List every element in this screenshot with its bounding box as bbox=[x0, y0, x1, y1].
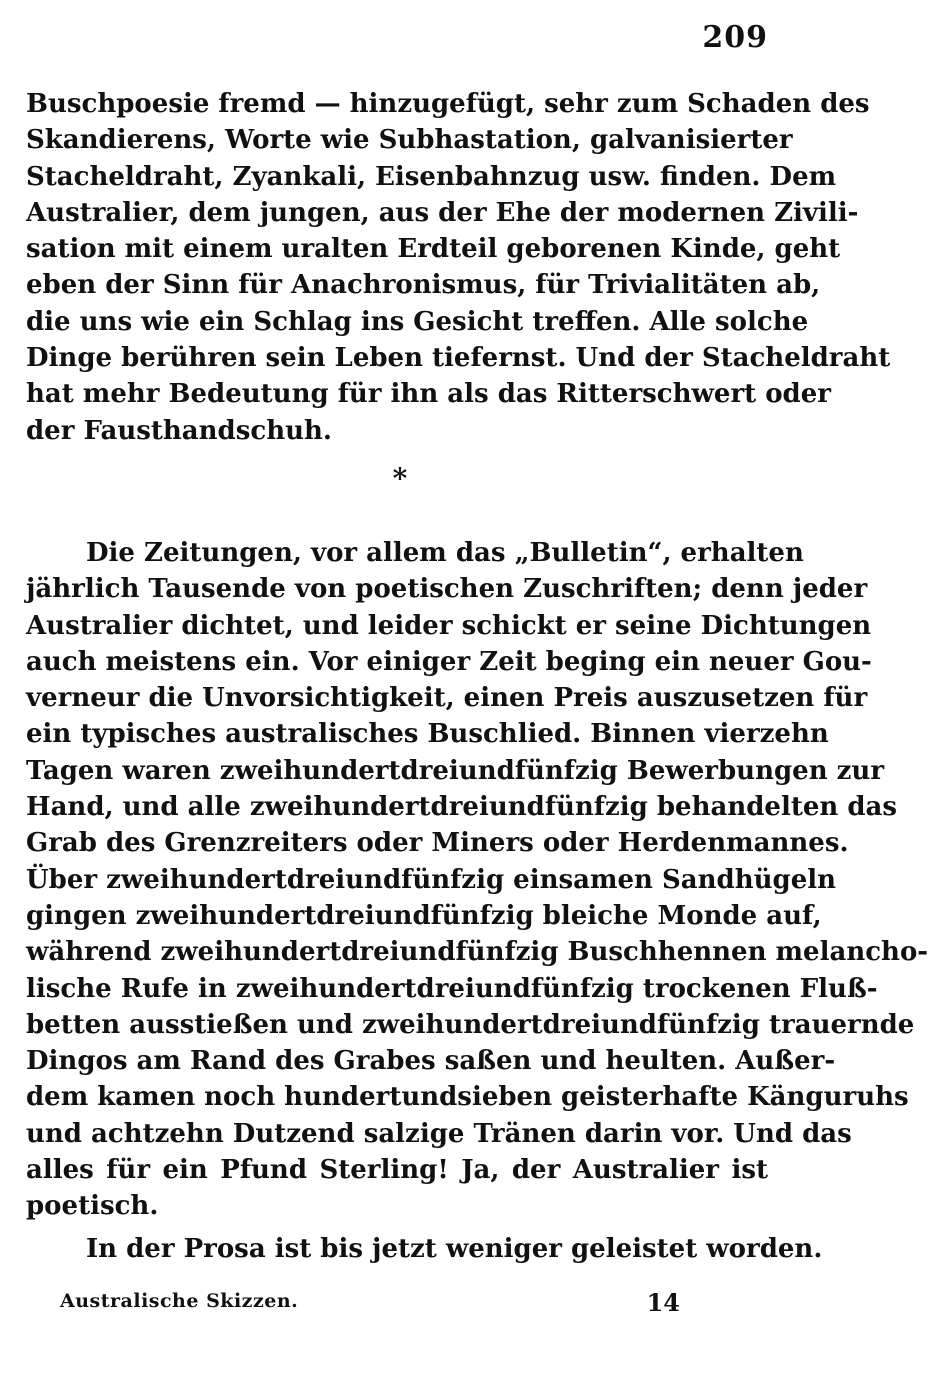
section-separator: * bbox=[392, 462, 408, 495]
signature-mark: Australische Skizzen. bbox=[60, 1290, 299, 1312]
text-line: Stacheldraht, Zyankali, Eisenbahnzug usw. finden. Dem bbox=[26, 161, 837, 192]
text-line: Australier dichtet, und leider schickt er seine Dichtungen bbox=[26, 610, 872, 641]
text-line: sation mit einem uralten Erdteil geborenen Kinde, geht bbox=[26, 234, 841, 265]
text-line: auch meistens ein. Vor einiger Zeit beging ein neuer Gou- bbox=[26, 646, 872, 677]
text-line: eben der Sinn für Anachronismus, für Trivialitäten ab, bbox=[26, 270, 821, 301]
text-line: jährlich Tausende von poetischen Zuschriften; denn jeder bbox=[26, 574, 868, 605]
text-line: gingen zweihundertdreiundfünfzig bleiche Monde auf, bbox=[26, 900, 822, 931]
text-line: Buschpoesie fremd — hinzugefügt, sehr zum Schaden des bbox=[26, 89, 870, 119]
text-line: lische Rufe in zweihundertdreiundfünfzig trockenen Fluß- bbox=[26, 973, 878, 1004]
text-line: hat mehr Bedeutung für ihn als das Ritterschwert oder bbox=[26, 379, 831, 410]
text-line: Die Zeitungen, vor allem das „Bulletin“, erhalten bbox=[86, 538, 804, 568]
text-line: Dingos am Rand des Grabes saßen und heulten. Außer- bbox=[26, 1046, 836, 1077]
text-line: verneur die Unvorsichtigkeit, einen Preis auszusetzen für bbox=[26, 683, 868, 714]
text-line: Grab des Grenzreiters oder Miners oder Herdenmannes. bbox=[26, 828, 849, 859]
text-line: Skandierens, Worte wie Subhastation, galvanisierter bbox=[26, 125, 793, 156]
text-line: während zweihundertdreiundfünfzig Buschhennen melancho- bbox=[26, 937, 928, 968]
text-line: alles für ein Pfund Sterling! Ja, der Australier ist bbox=[26, 1155, 768, 1186]
text-line: Dinge berühren sein Leben tiefernst. Und der Stacheldraht bbox=[26, 343, 891, 374]
text-line: die uns wie ein Schlag ins Gesicht treffen. Alle solche bbox=[26, 306, 809, 337]
text-line: Über zweihundertdreiundfünfzig einsamen Sandhügeln bbox=[26, 864, 837, 895]
text-line: Tagen waren zweihundertdreiundfünfzig Bewerbungen zur bbox=[26, 755, 885, 786]
text-line: Hand, und alle zweihundertdreiundfünfzig behandelten das bbox=[26, 792, 898, 823]
text-line: ein typisches australisches Buschlied. Binnen vierzehn bbox=[26, 719, 829, 750]
text-line: Australier, dem jungen, aus der Ehe der modernen Zivili- bbox=[26, 197, 859, 228]
text-line: dem kamen noch hundertundsieben geisterhafte Känguruhs bbox=[26, 1082, 909, 1113]
sheet-number: 14 bbox=[646, 1288, 680, 1317]
paragraph-newspapers bbox=[26, 535, 928, 1225]
paragraph-prose bbox=[26, 1231, 823, 1267]
text-line: poetisch. bbox=[26, 1191, 159, 1222]
paragraph-continuation bbox=[26, 86, 891, 449]
text-line: der Fausthandschuh. bbox=[26, 415, 332, 446]
text-line: betten ausstießen und zweihundertdreiundfünfzig trauernde bbox=[26, 1009, 915, 1040]
text-line: und achtzehn Dutzend salzige Tränen darin vor. Und das bbox=[26, 1118, 852, 1149]
page-number: 209 bbox=[702, 20, 768, 55]
text-line: In der Prosa ist bis jetzt weniger geleistet worden. bbox=[86, 1234, 823, 1264]
